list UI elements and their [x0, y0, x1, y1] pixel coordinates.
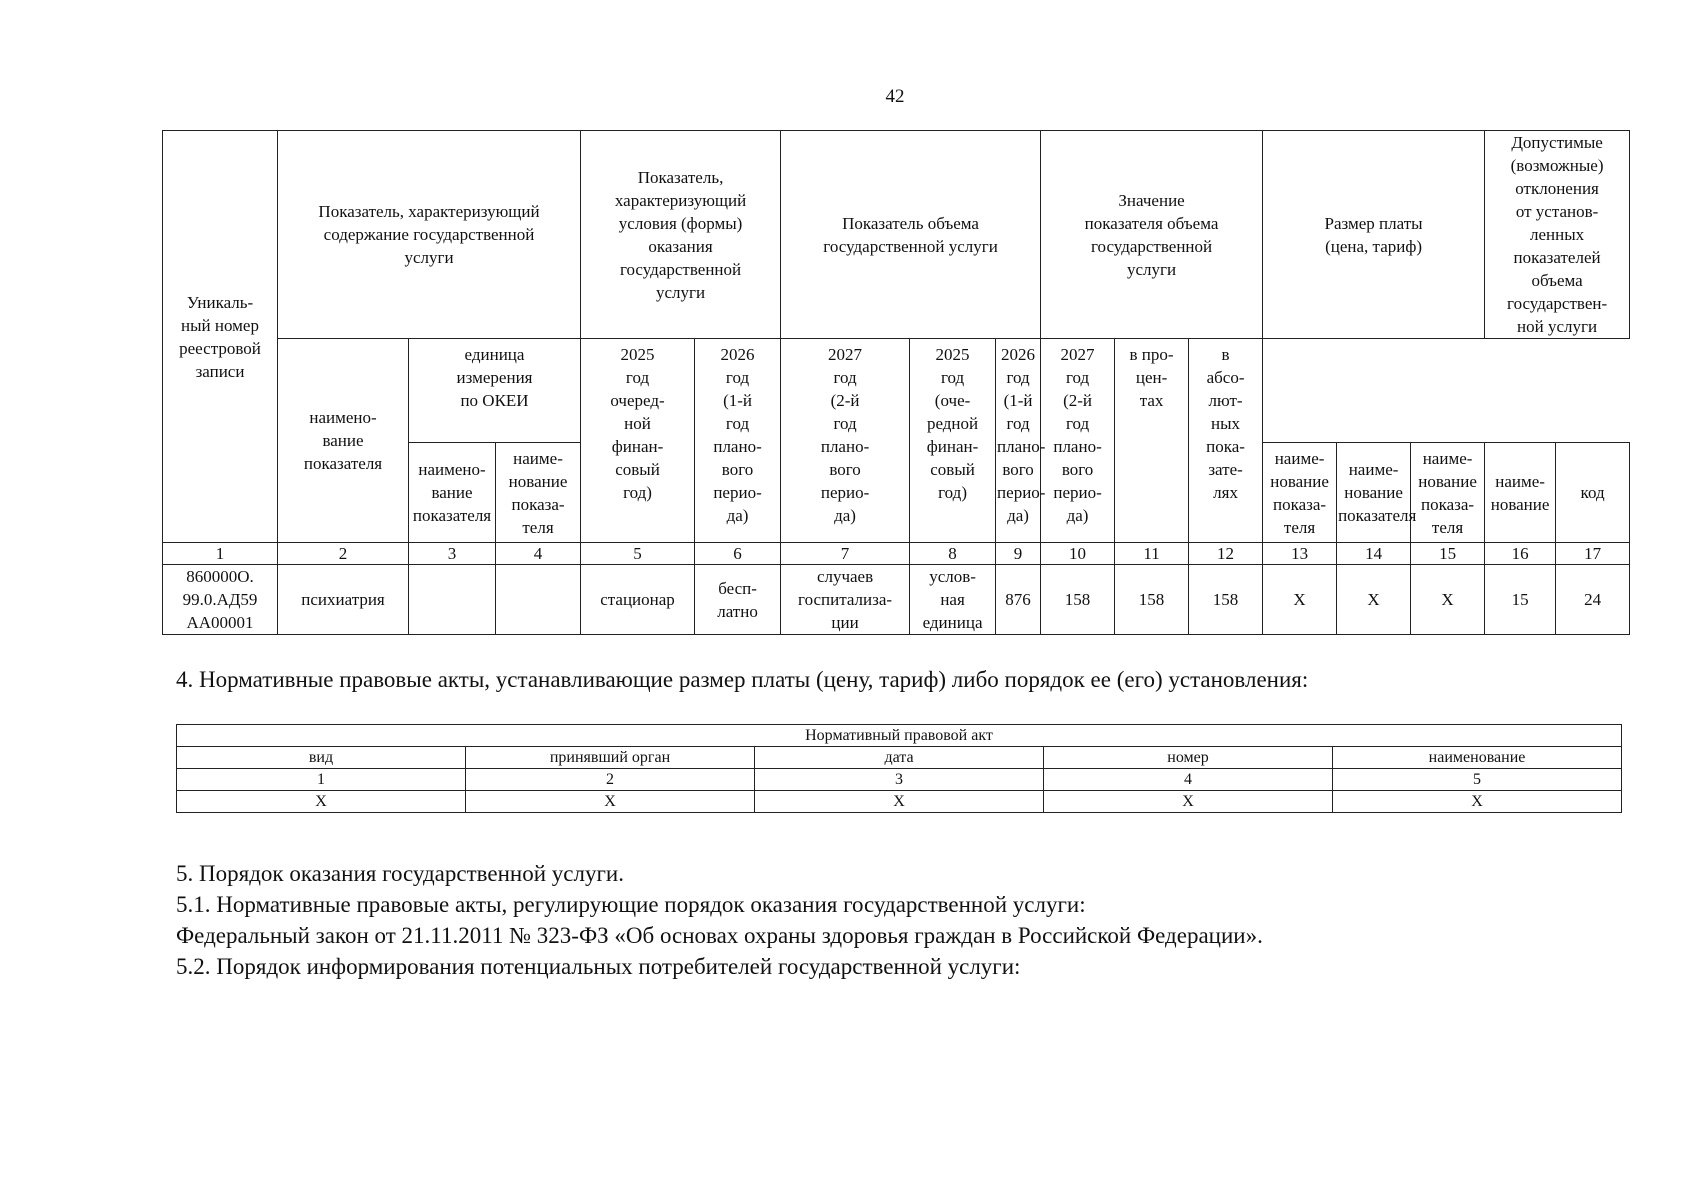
header-unique-number: Уникаль- ный номер реестровой записи: [163, 131, 278, 543]
header-volume-value: Значение показателя объема государственной услуги: [1041, 131, 1263, 339]
column-number: 5: [1333, 769, 1622, 791]
legal-acts-table: [176, 724, 1622, 813]
column-number: 6: [695, 543, 781, 565]
header-deviation: Допустимые (возможные) отклонения от установ- ленных показателей объема государствен- ной услуги: [1485, 131, 1630, 339]
cell-unit-name: услов- ная единица: [910, 565, 996, 635]
acts-header-authority: принявший орган: [466, 747, 755, 769]
federal-law: Федеральный закон от 21.11.2011 № 323-ФЗ «Об основах охраны здоровья граждан в Российской Федерации».: [176, 923, 1263, 948]
cell-deviation-percent: 15: [1485, 565, 1556, 635]
column-number: 13: [1263, 543, 1337, 565]
acts-header-date: дата: [755, 747, 1044, 769]
header-fee-2027: 2027 год (2-й год плано- вого перио- да): [1041, 339, 1115, 543]
header-fee-2026: 2026 год (1-й год плано- вого перио- да): [996, 339, 1041, 543]
header-unit-code: код: [1556, 443, 1630, 543]
section-4-heading: 4. Нормативные правовые акты, устанавливающие размер платы (цену, тариф) либо порядок ее (его) установления:: [176, 667, 1309, 692]
cell-content-1: психиатрия: [278, 565, 409, 635]
service-volume-table: [162, 130, 1630, 635]
acts-header-type: вид: [177, 747, 466, 769]
header-value-2026: 2026 год (1-й год плано- вого перио- да): [695, 339, 781, 543]
header-condition-name-1: наиме- нование показателя: [1337, 443, 1411, 543]
header-content-indicator: Показатель, характеризующий содержание государственной услуги: [278, 131, 581, 339]
cell-content-2: [409, 565, 496, 635]
acts-table-title: Нормативный правовой акт: [177, 725, 1622, 747]
table-row: [177, 791, 1622, 813]
column-number: 8: [910, 543, 996, 565]
header-volume-indicator: Показатель объема государственной услуги: [781, 131, 1041, 339]
section-5-heading: 5. Порядок оказания государственной услуги.: [176, 861, 624, 886]
table-row: [163, 565, 1630, 635]
acts-header-title: наименование: [1333, 747, 1622, 769]
header-deviation-percent: в про- цен- тах: [1115, 339, 1189, 543]
acts-cell: Х: [1044, 791, 1333, 813]
column-number: 1: [163, 543, 278, 565]
page-number: 42: [885, 86, 905, 107]
column-number: 1: [177, 769, 466, 791]
header-value-2027: 2027 год (2-й год плано- вого перио- да): [781, 339, 910, 543]
header-volume-name: наимено- вание показателя: [278, 339, 409, 543]
header-unit-name: наиме- нование: [1485, 443, 1556, 543]
column-number: 4: [1044, 769, 1333, 791]
cell-content-3: [496, 565, 581, 635]
column-number: 9: [996, 543, 1041, 565]
section-5-2: 5.2. Порядок информирования потенциальных потребителей государственной услуги:: [176, 954, 1021, 979]
header-content-name-3: наиме- нование показа- теля: [1263, 443, 1337, 543]
header-deviation-absolute: в абсо- лют- ных пока- зате- лях: [1189, 339, 1263, 543]
column-number: 11: [1115, 543, 1189, 565]
header-fee-2025: 2025 год (оче- редной финан- совый год): [910, 339, 996, 543]
cell-fee-2027: Х: [1411, 565, 1485, 635]
acts-cell: Х: [177, 791, 466, 813]
column-number: 12: [1189, 543, 1263, 565]
acts-cell: Х: [1333, 791, 1622, 813]
header-value-2025: 2025 год очеред- ной финан- совый год): [581, 339, 695, 543]
cell-volume-name: случаев госпитализа- ции: [781, 565, 910, 635]
cell-condition-1: стационар: [581, 565, 695, 635]
column-number: 3: [409, 543, 496, 565]
acts-cell: Х: [466, 791, 755, 813]
column-number: 5: [581, 543, 695, 565]
cell-unique-number: 860000О. 99.0.АД59 АА00001: [163, 565, 278, 635]
header-conditions-indicator: Показатель, характеризующий условия (формы) оказания государственной услуги: [581, 131, 781, 339]
cell-unit-code: 876: [996, 565, 1041, 635]
header-fee: Размер платы (цена, тариф): [1263, 131, 1485, 339]
column-number: 14: [1337, 543, 1411, 565]
section-5-1: 5.1. Нормативные правовые акты, регулирующие порядок оказания государственной услуги:: [176, 892, 1086, 917]
acts-header-number: номер: [1044, 747, 1333, 769]
header-unit-okei: [409, 339, 581, 443]
column-number: 7: [781, 543, 910, 565]
acts-cell: Х: [755, 791, 1044, 813]
cell-fee-2025: Х: [1263, 565, 1337, 635]
header-condition-name-2: наиме- нование показа- теля: [1411, 443, 1485, 543]
column-number: 17: [1556, 543, 1630, 565]
header-content-name-2: наиме- нование показа- теля: [496, 443, 581, 543]
cell-value-2025: 158: [1041, 565, 1115, 635]
column-number: 10: [1041, 543, 1115, 565]
header-unit-okei-label: единица измерения по ОКЕИ: [456, 345, 533, 410]
cell-value-2026: 158: [1115, 565, 1189, 635]
column-number: 16: [1485, 543, 1556, 565]
column-number: 3: [755, 769, 1044, 791]
column-number: 2: [466, 769, 755, 791]
column-number: 2: [278, 543, 409, 565]
column-number: 15: [1411, 543, 1485, 565]
cell-value-2027: 158: [1189, 565, 1263, 635]
cell-condition-2: бесп- латно: [695, 565, 781, 635]
column-number: 4: [496, 543, 581, 565]
cell-deviation-absolute: 24: [1556, 565, 1630, 635]
header-content-name-1: наимено- вание показателя: [409, 443, 496, 543]
cell-fee-2026: Х: [1337, 565, 1411, 635]
